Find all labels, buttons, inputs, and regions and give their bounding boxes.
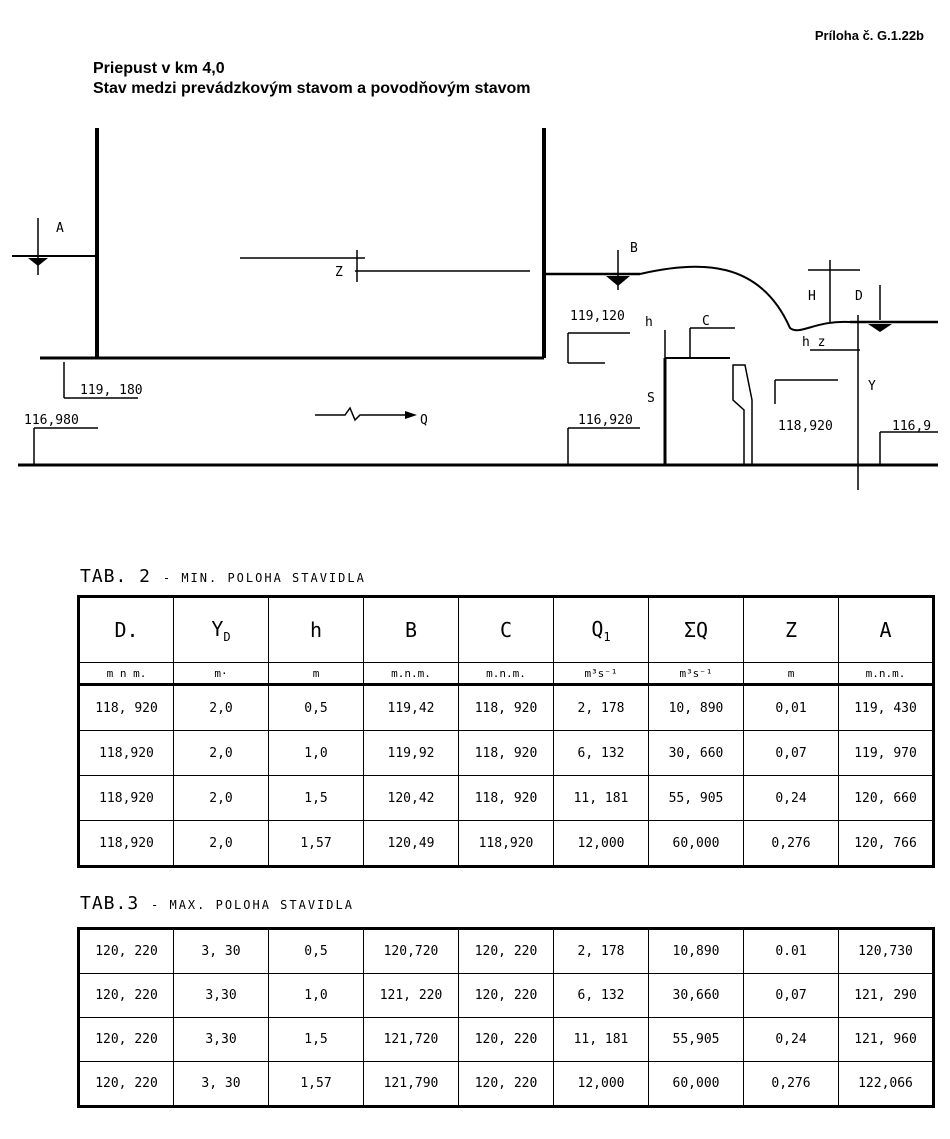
elev-118920: 118,920 [778,419,833,434]
tab3-cell: 10,890 [649,929,744,974]
tab2-cell: 118, 920 [459,731,554,776]
tab2-caption [80,566,366,587]
label-B: B [630,241,638,256]
table-row [79,929,934,974]
label-A: A [56,221,64,236]
tab2-cell: 2,0 [174,821,269,867]
tab3-cell: 0,07 [744,974,839,1018]
tab2-header: B [364,597,459,663]
tab2-unit: m.n.m. [459,663,554,685]
tab2-header-text: Y [211,616,224,641]
tab2-cell: 120,42 [364,776,459,821]
tab3-cell: 120,730 [839,929,934,974]
tab2-unit: m n m. [79,663,174,685]
elev-116980: 116,980 [24,413,79,428]
culvert-diagram [0,110,950,495]
tab2-cell: 118, 920 [459,776,554,821]
label-S: S [647,391,655,406]
label-hz: h z [802,335,826,350]
table-row [79,1018,934,1062]
tab3-cell: 121,720 [364,1018,459,1062]
tab3-cell: 1,57 [269,1062,364,1107]
tab3-cell: 121, 220 [364,974,459,1018]
document-subtitle: Stav medzi prevádzkovým stavom a povodňovým stavom [93,80,531,97]
label-Q: Q [420,413,428,428]
table-row [79,1062,934,1107]
tab2-cell: 120,49 [364,821,459,867]
tab2-cell: 118,920 [459,821,554,867]
tab3-cell: 0.01 [744,929,839,974]
tab2-cell: 119,42 [364,685,459,731]
tab3-cell: 120,720 [364,929,459,974]
tab2-cell: 11, 181 [554,776,649,821]
tab2-cell: 1,57 [269,821,364,867]
tab3-cell: 3,30 [174,1018,269,1062]
tab3-cell: 120, 220 [459,1062,554,1107]
tab2-cell: 60,000 [649,821,744,867]
elev-116-9: 116,9 [892,419,932,434]
tab2-unit: m· [174,663,269,685]
label-H: H [808,289,816,304]
tab3-cell: 121, 960 [839,1018,934,1062]
tab3-cell: 0,5 [269,929,364,974]
tab3-table [77,927,935,1108]
tab2-cell: 12,000 [554,821,649,867]
tab2-header: C [459,597,554,663]
table-row [79,821,934,867]
tab3-cell: 120, 220 [79,929,174,974]
tab3-caption-text: TAB.3 [80,893,140,914]
tab2-cell: 1,0 [269,731,364,776]
tab2-cell: 10, 890 [649,685,744,731]
tab2-cell: 2,0 [174,685,269,731]
tab3-cell: 6, 132 [554,974,649,1018]
appendix-label: Príloha č. G.1.22b [814,28,924,43]
elev-119120: 119,120 [570,309,625,324]
tab3-cell: 120, 220 [79,974,174,1018]
table-row [79,776,934,821]
tab2-header: Z [744,597,839,663]
tab2-cell: 55, 905 [649,776,744,821]
tab2-unit: m.n.m. [364,663,459,685]
label-h: h [645,315,653,330]
tab2-cell: 118,920 [79,731,174,776]
tab3-cell: 0,276 [744,1062,839,1107]
tab3-cell: 3,30 [174,974,269,1018]
tab2-unit: m³s⁻¹ [554,663,649,685]
tab2-subtitle: - MIN. POLOHA STAVIDLA [162,571,366,585]
tab3-cell: 1,5 [269,1018,364,1062]
tab2-cell: 119,92 [364,731,459,776]
tab2-cell: 118,920 [79,821,174,867]
tab2-unit: m [744,663,839,685]
tab3-cell: 60,000 [649,1062,744,1107]
tab3-cell: 3, 30 [174,1062,269,1107]
tab2-cell: 119, 430 [839,685,934,731]
elev-119180: 119, 180 [80,383,143,398]
tab2-unit: m.n.m. [839,663,934,685]
tab3-cell: 120, 220 [79,1018,174,1062]
tab2-caption-text: TAB. 2 [80,566,152,587]
tab3-cell: 30,660 [649,974,744,1018]
tab3-cell: 3, 30 [174,929,269,974]
tab2-cell: 0,24 [744,776,839,821]
tab2-unit: m³s⁻¹ [649,663,744,685]
label-C: C [702,314,710,329]
tab2-unit: m [269,663,364,685]
tab2-header-text: Q [591,616,604,641]
label-D: D [855,289,863,304]
tab3-cell: 122,066 [839,1062,934,1107]
tab2-cell: 118, 920 [79,685,174,731]
tab2-cell: 0,01 [744,685,839,731]
tab2-header: D. [79,597,174,663]
elev-116920: 116,920 [578,413,633,428]
tab3-caption [80,893,354,914]
tab3-cell: 120, 220 [79,1062,174,1107]
tab2-table [77,595,935,868]
tab3-cell: 0,24 [744,1018,839,1062]
tab3-cell: 120, 220 [459,974,554,1018]
tab2-cell: 0,07 [744,731,839,776]
table-row [79,685,934,731]
tab2-cell: 120, 766 [839,821,934,867]
label-Z: Z [335,265,343,280]
document-title: Priepust v km 4,0 [93,60,225,77]
tab2-cell: 120, 660 [839,776,934,821]
tab2-cell: 2,0 [174,731,269,776]
tab3-cell: 120, 220 [459,929,554,974]
tab3-cell: 121,790 [364,1062,459,1107]
tab3-cell: 11, 181 [554,1018,649,1062]
tab2-cell: 1,5 [269,776,364,821]
tab3-cell: 2, 178 [554,929,649,974]
tab2-header: $Q_1$ [554,597,649,663]
tab3-subtitle: - MAX. POLOHA STAVIDLA [151,898,354,912]
tab3-cell: 12,000 [554,1062,649,1107]
tab2-cell: 2, 178 [554,685,649,731]
tab2-cell: 0,5 [269,685,364,731]
tab2-cell: 118,920 [79,776,174,821]
tab2-header: ΣQ [649,597,744,663]
tab2-cell: 0,276 [744,821,839,867]
tab3-cell: 120, 220 [459,1018,554,1062]
tab2-cell: 2,0 [174,776,269,821]
tab3-cell: 121, 290 [839,974,934,1018]
table-row [79,974,934,1018]
table-row [79,731,934,776]
tab3-cell: 55,905 [649,1018,744,1062]
tab2-header: h [269,597,364,663]
tab3-cell: 1,0 [269,974,364,1018]
tab2-cell: 30, 660 [649,731,744,776]
tab2-header: $Y_D$ [174,597,269,663]
label-YD: Y [868,379,876,394]
tab2-cell: 6, 132 [554,731,649,776]
tab2-cell: 119, 970 [839,731,934,776]
tab2-header: A [839,597,934,663]
tab2-cell: 118, 920 [459,685,554,731]
